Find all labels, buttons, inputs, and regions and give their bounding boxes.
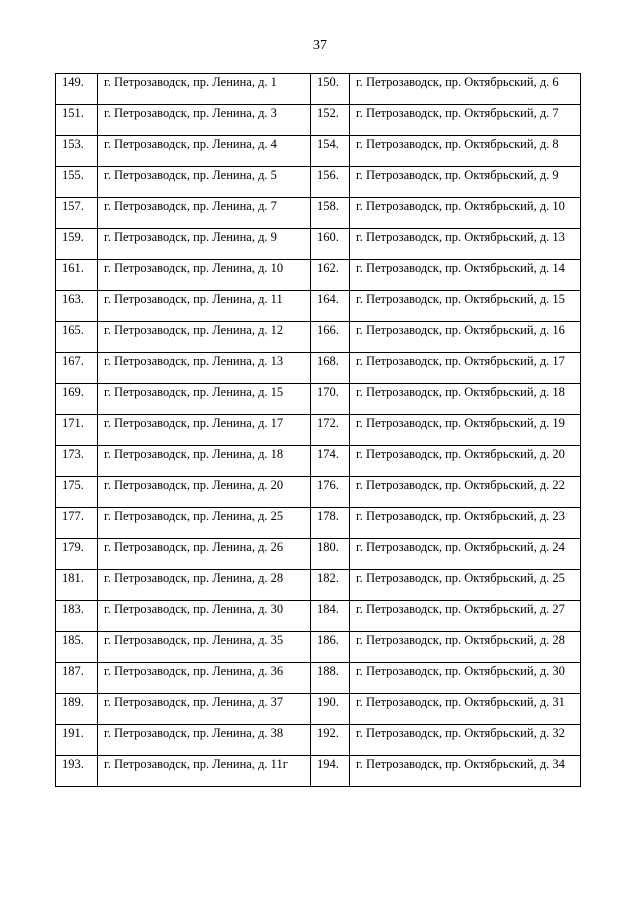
address-left: г. Петрозаводск, пр. Ленина, д. 37 <box>98 694 311 725</box>
address-right: г. Петрозаводск, пр. Октябрьский, д. 10 <box>350 198 581 229</box>
row-number-left: 175. <box>56 477 98 508</box>
row-number-right: 168. <box>311 353 350 384</box>
address-right: г. Петрозаводск, пр. Октябрьский, д. 19 <box>350 415 581 446</box>
table-row <box>56 74 581 105</box>
address-left: г. Петрозаводск, пр. Ленина, д. 30 <box>98 601 311 632</box>
table-row <box>56 508 581 539</box>
address-right: г. Петрозаводск, пр. Октябрьский, д. 31 <box>350 694 581 725</box>
row-number-left: 157. <box>56 198 98 229</box>
row-number-right: 184. <box>311 601 350 632</box>
table-row <box>56 694 581 725</box>
table-row <box>56 539 581 570</box>
address-left: г. Петрозаводск, пр. Ленина, д. 36 <box>98 663 311 694</box>
row-number-left: 181. <box>56 570 98 601</box>
row-number-right: 164. <box>311 291 350 322</box>
row-number-left: 187. <box>56 663 98 694</box>
address-left: г. Петрозаводск, пр. Ленина, д. 9 <box>98 229 311 260</box>
table-row <box>56 725 581 756</box>
row-number-left: 173. <box>56 446 98 477</box>
table-row <box>56 756 581 787</box>
address-right: г. Петрозаводск, пр. Октябрьский, д. 15 <box>350 291 581 322</box>
row-number-left: 183. <box>56 601 98 632</box>
row-number-right: 180. <box>311 539 350 570</box>
address-right: г. Петрозаводск, пр. Октябрьский, д. 27 <box>350 601 581 632</box>
address-right: г. Петрозаводск, пр. Октябрьский, д. 9 <box>350 167 581 198</box>
row-number-left: 149. <box>56 74 98 105</box>
address-right: г. Петрозаводск, пр. Октябрьский, д. 16 <box>350 322 581 353</box>
address-left: г. Петрозаводск, пр. Ленина, д. 28 <box>98 570 311 601</box>
table-row <box>56 415 581 446</box>
row-number-right: 158. <box>311 198 350 229</box>
row-number-right: 190. <box>311 694 350 725</box>
row-number-right: 152. <box>311 105 350 136</box>
address-left: г. Петрозаводск, пр. Ленина, д. 11г <box>98 756 311 787</box>
table-row <box>56 663 581 694</box>
address-right: г. Петрозаводск, пр. Октябрьский, д. 20 <box>350 446 581 477</box>
row-number-left: 185. <box>56 632 98 663</box>
table-row <box>56 384 581 415</box>
table-row <box>56 601 581 632</box>
row-number-left: 155. <box>56 167 98 198</box>
row-number-left: 159. <box>56 229 98 260</box>
address-table <box>55 73 581 787</box>
address-right: г. Петрозаводск, пр. Октябрьский, д. 32 <box>350 725 581 756</box>
row-number-right: 170. <box>311 384 350 415</box>
address-right: г. Петрозаводск, пр. Октябрьский, д. 7 <box>350 105 581 136</box>
address-left: г. Петрозаводск, пр. Ленина, д. 25 <box>98 508 311 539</box>
address-left: г. Петрозаводск, пр. Ленина, д. 26 <box>98 539 311 570</box>
address-left: г. Петрозаводск, пр. Ленина, д. 35 <box>98 632 311 663</box>
row-number-right: 154. <box>311 136 350 167</box>
row-number-right: 178. <box>311 508 350 539</box>
row-number-left: 151. <box>56 105 98 136</box>
row-number-right: 162. <box>311 260 350 291</box>
row-number-right: 174. <box>311 446 350 477</box>
row-number-right: 182. <box>311 570 350 601</box>
table-row <box>56 632 581 663</box>
address-right: г. Петрозаводск, пр. Октябрьский, д. 24 <box>350 539 581 570</box>
row-number-left: 167. <box>56 353 98 384</box>
table-row <box>56 291 581 322</box>
row-number-right: 194. <box>311 756 350 787</box>
address-right: г. Петрозаводск, пр. Октябрьский, д. 25 <box>350 570 581 601</box>
address-right: г. Петрозаводск, пр. Октябрьский, д. 28 <box>350 632 581 663</box>
page-number: 37 <box>313 38 327 53</box>
address-left: г. Петрозаводск, пр. Ленина, д. 20 <box>98 477 311 508</box>
row-number-right: 192. <box>311 725 350 756</box>
row-number-right: 150. <box>311 74 350 105</box>
address-right: г. Петрозаводск, пр. Октябрьский, д. 8 <box>350 136 581 167</box>
address-right: г. Петрозаводск, пр. Октябрьский, д. 17 <box>350 353 581 384</box>
table-row <box>56 167 581 198</box>
address-left: г. Петрозаводск, пр. Ленина, д. 7 <box>98 198 311 229</box>
address-left: г. Петрозаводск, пр. Ленина, д. 4 <box>98 136 311 167</box>
address-right: г. Петрозаводск, пр. Октябрьский, д. 23 <box>350 508 581 539</box>
table-row <box>56 105 581 136</box>
row-number-right: 156. <box>311 167 350 198</box>
row-number-left: 169. <box>56 384 98 415</box>
table-row <box>56 229 581 260</box>
table-row <box>56 260 581 291</box>
address-left: г. Петрозаводск, пр. Ленина, д. 13 <box>98 353 311 384</box>
row-number-left: 171. <box>56 415 98 446</box>
row-number-left: 177. <box>56 508 98 539</box>
address-left: г. Петрозаводск, пр. Ленина, д. 5 <box>98 167 311 198</box>
table-row <box>56 446 581 477</box>
address-left: г. Петрозаводск, пр. Ленина, д. 12 <box>98 322 311 353</box>
row-number-left: 193. <box>56 756 98 787</box>
address-right: г. Петрозаводск, пр. Октябрьский, д. 13 <box>350 229 581 260</box>
address-right: г. Петрозаводск, пр. Октябрьский, д. 22 <box>350 477 581 508</box>
row-number-left: 189. <box>56 694 98 725</box>
address-right: г. Петрозаводск, пр. Октябрьский, д. 34 <box>350 756 581 787</box>
row-number-right: 188. <box>311 663 350 694</box>
address-left: г. Петрозаводск, пр. Ленина, д. 17 <box>98 415 311 446</box>
address-left: г. Петрозаводск, пр. Ленина, д. 10 <box>98 260 311 291</box>
table-row <box>56 136 581 167</box>
address-left: г. Петрозаводск, пр. Ленина, д. 11 <box>98 291 311 322</box>
row-number-right: 160. <box>311 229 350 260</box>
address-right: г. Петрозаводск, пр. Октябрьский, д. 30 <box>350 663 581 694</box>
row-number-left: 165. <box>56 322 98 353</box>
table-row <box>56 570 581 601</box>
row-number-right: 166. <box>311 322 350 353</box>
table-row <box>56 322 581 353</box>
table-row <box>56 353 581 384</box>
row-number-left: 161. <box>56 260 98 291</box>
row-number-left: 153. <box>56 136 98 167</box>
row-number-right: 172. <box>311 415 350 446</box>
address-left: г. Петрозаводск, пр. Ленина, д. 1 <box>98 74 311 105</box>
address-right: г. Петрозаводск, пр. Октябрьский, д. 6 <box>350 74 581 105</box>
row-number-right: 186. <box>311 632 350 663</box>
address-left: г. Петрозаводск, пр. Ленина, д. 18 <box>98 446 311 477</box>
address-left: г. Петрозаводск, пр. Ленина, д. 38 <box>98 725 311 756</box>
address-left: г. Петрозаводск, пр. Ленина, д. 15 <box>98 384 311 415</box>
row-number-left: 163. <box>56 291 98 322</box>
address-right: г. Петрозаводск, пр. Октябрьский, д. 18 <box>350 384 581 415</box>
address-right: г. Петрозаводск, пр. Октябрьский, д. 14 <box>350 260 581 291</box>
table-row <box>56 477 581 508</box>
table-row <box>56 198 581 229</box>
row-number-right: 176. <box>311 477 350 508</box>
row-number-left: 191. <box>56 725 98 756</box>
row-number-left: 179. <box>56 539 98 570</box>
address-left: г. Петрозаводск, пр. Ленина, д. 3 <box>98 105 311 136</box>
